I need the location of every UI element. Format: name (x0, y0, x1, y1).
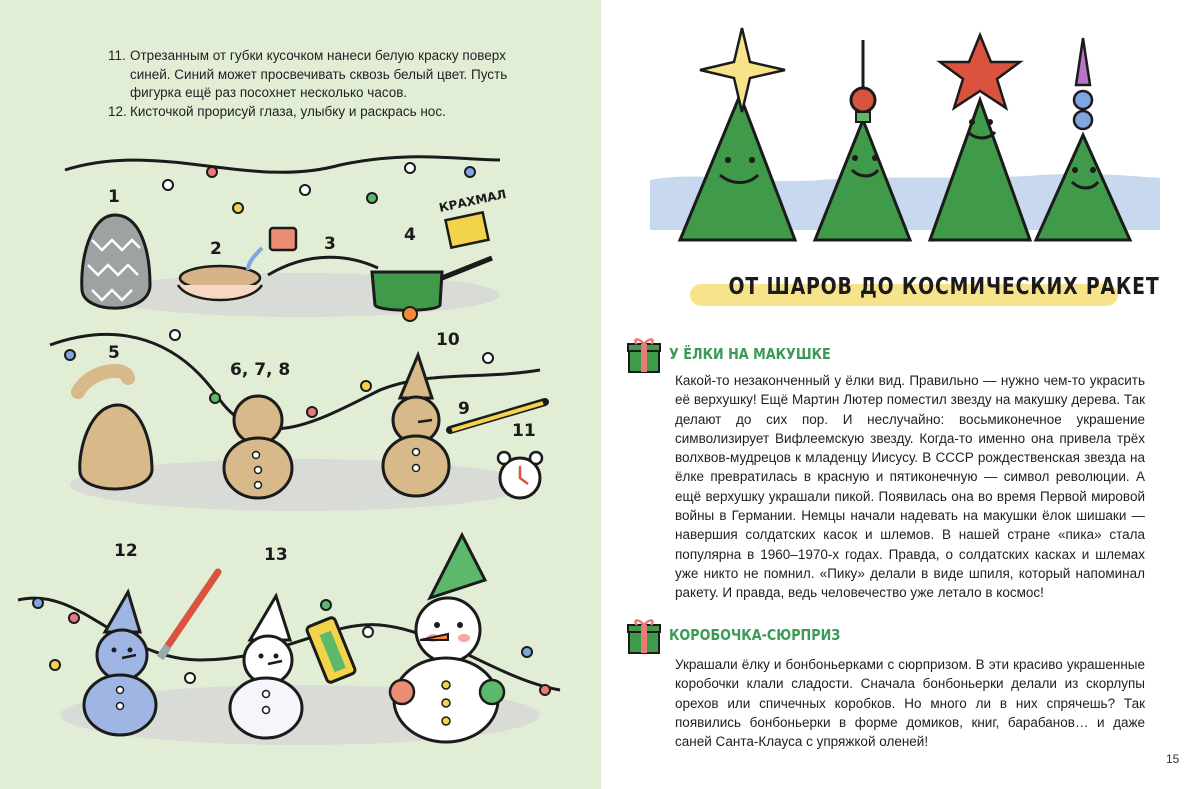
step-text: Кисточкой прорисуй глаза, улыбку и раскрась нос. (130, 103, 446, 119)
snowman-icon (390, 535, 504, 742)
page-title: ОТ ШАРОВ ДО КОСМИЧЕСКИХ РАКЕТ (728, 274, 1160, 300)
step-label: 9 (458, 399, 470, 419)
tree-icon (680, 95, 795, 240)
tree-topper-icon (851, 40, 875, 122)
arrow-icon (268, 257, 378, 275)
step-label: 10 (436, 330, 460, 350)
snowman-icon (84, 592, 156, 735)
gift-icon (627, 334, 661, 374)
page-number: 15 (1166, 752, 1180, 766)
sponge-icon (82, 215, 150, 308)
step-label: 6, 7, 8 (230, 360, 291, 380)
step-label: 1 (108, 187, 120, 207)
bowl-icon (178, 266, 262, 300)
star-icon (700, 28, 785, 112)
step-text: Отрезанным от губки кусочком нанеси белую краску поверх синей. Синий может просвечивать сквозь белый цвет. Пусть фигурка ещё раз посохнет несколько часов. (130, 48, 508, 100)
starch-box-icon (446, 212, 489, 247)
step-label: 13 (264, 545, 288, 565)
garland-wire (65, 157, 500, 173)
gift-icon (627, 615, 661, 655)
alarm-clock-icon (498, 452, 542, 498)
tree-icon (930, 100, 1030, 240)
snowman-icon (230, 596, 302, 738)
section-heading: КОРОБОЧКА-СЮРПРИЗ (669, 626, 841, 644)
tree-topper-icon (1074, 38, 1092, 129)
step-label: 3 (324, 234, 336, 254)
paintbrush-icon (160, 572, 218, 658)
snowman-icon (224, 396, 292, 498)
step-number: 11. (108, 48, 126, 63)
step-label: 2 (210, 239, 222, 259)
step-label: 5 (108, 343, 120, 363)
step-label: 11 (512, 421, 536, 441)
step-number: 12. (108, 103, 127, 119)
section-body: Украшали ёлку и бонбоньерками с сюрпризом. В эти красиво украшенные коробочки клали сладости. Сначала бонбоньерки делали из скорлупы орехов или спичечных коробков. Но много ли в них спрячешь? Так появились бонбоньерки в форме домиков, книг, барабанов… и даже саней Санта-Клауса с упряжкой оленей! (675, 657, 1145, 750)
paint-stroke (78, 371, 128, 392)
step-label: 4 (404, 225, 416, 245)
section-heading-tree-top (627, 334, 859, 374)
article-title (690, 272, 1160, 312)
starch-label: КРАХМАЛ (437, 187, 508, 215)
section-heading-surprise-box (627, 615, 871, 655)
section-body: Какой-то незаконченный у ёлки вид. Правильно — нужно чем-то украсить её верхушку! Ещё Мартин Лютер поместил звезду на макушку дерева. Так делают до сих пор. И неслучайно: восьмиконечное украшение символизирует Вифлеемскую звезду. Когда-то именно она привела трёх волхвов-мудрецов к младенцу Иисусу. В СССР рождественская звезда на ёлке превратилась в красную и пятиконечную — символ революции. А ещё верхушку украшали пикой. Появилась она во время Первой мировой войны в Германии. Немцы начали надевать на макушки ёлок шишаки — навершия солдатских касок и шлемов. В нашей стране «пика» стала популярна в 1960–1970-х годах. Правда, о солдатских касках и шлемах уже никто не помнил. «Пику» делали в виде шпиля, который напоминал ракету. И правда, ведь человечество уже летало в космос! (675, 373, 1145, 601)
snowman-blank (80, 405, 152, 489)
section-heading: У ЁЛКИ НА МАКУШКЕ (669, 345, 831, 363)
tree-toppers-illustration (601, 0, 1200, 270)
step-label: 12 (114, 541, 138, 561)
